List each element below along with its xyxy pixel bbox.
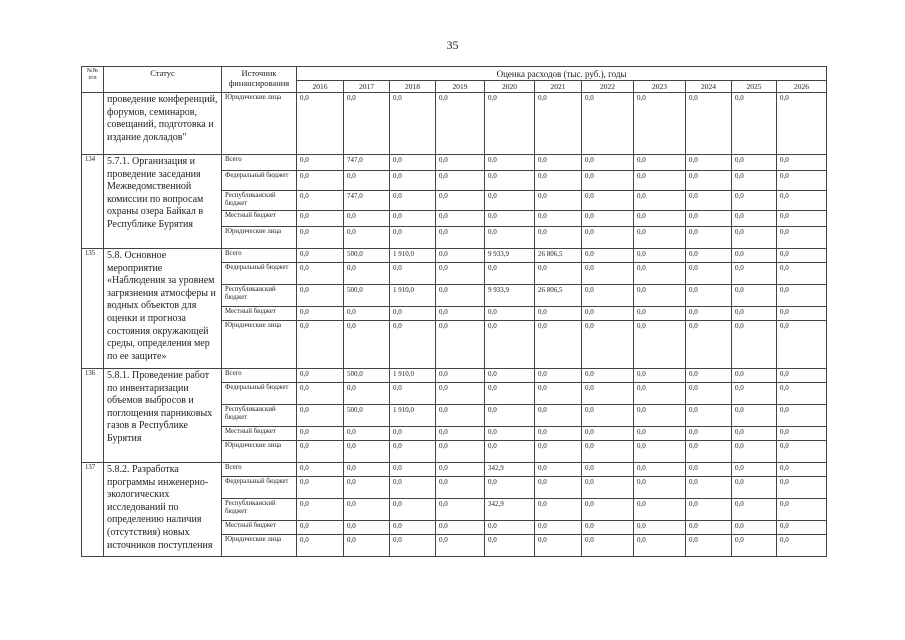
value-cell-2024: 0,0 [686, 477, 732, 499]
value-cell-2023: 0,0 [634, 499, 686, 521]
value-cell-2020: 0,0 [485, 227, 535, 249]
value-cell-2017: 0,0 [344, 211, 390, 227]
value-cell-2016: 0,0 [297, 321, 344, 369]
value-cell-2020: 0,0 [485, 535, 535, 557]
value-cell-2022: 0,0 [582, 499, 634, 521]
value-cell-2022: 0,0 [582, 191, 634, 211]
table-body [82, 93, 827, 557]
value-cell-2022: 0,0 [582, 463, 634, 477]
value-cell-2018: 0,0 [390, 499, 436, 521]
value-cell-2026: 0,0 [777, 383, 827, 405]
value-cell-2017: 500,0 [344, 285, 390, 307]
value-cell-2021: 0,0 [535, 521, 582, 535]
value-cell-2023: 0,0 [634, 405, 686, 427]
value-cell-2017: 500,0 [344, 405, 390, 427]
value-cell-2016: 0,0 [297, 499, 344, 521]
value-cell-2025: 0,0 [732, 463, 777, 477]
value-cell-2016: 0,0 [297, 307, 344, 321]
value-cell-2025: 0,0 [732, 285, 777, 307]
value-cell-2018: 0,0 [390, 477, 436, 499]
funding-source: Местный бюджет [222, 521, 297, 535]
header-year-2019: 2019 [436, 81, 485, 93]
value-cell-2016: 0,0 [297, 521, 344, 535]
value-cell-2021: 0,0 [535, 263, 582, 285]
header-status: Статус [104, 67, 222, 93]
header-estimate: Оценка расходов (тыс. руб.), годы [297, 67, 827, 81]
funding-source: Всего [222, 369, 297, 383]
value-cell-2019: 0,0 [436, 155, 485, 171]
page-number: 35 [446, 38, 459, 52]
value-cell-2024: 0,0 [686, 307, 732, 321]
value-cell-2023: 0,0 [634, 535, 686, 557]
value-cell-2025: 0,0 [732, 211, 777, 227]
value-cell-2026: 0,0 [777, 463, 827, 477]
value-cell-2017: 0,0 [344, 477, 390, 499]
row-number: 136 [82, 369, 104, 463]
value-cell-2024: 0,0 [686, 405, 732, 427]
funding-source: Юридические лица [222, 535, 297, 557]
value-cell-2026: 0,0 [777, 211, 827, 227]
funding-source: Всего [222, 463, 297, 477]
value-cell-2020: 0,0 [485, 191, 535, 211]
funding-source: Федеральный бюджет [222, 477, 297, 499]
value-cell-2021: 26 806,5 [535, 285, 582, 307]
value-cell-2020: 0,0 [485, 211, 535, 227]
value-cell-2020: 0,0 [485, 477, 535, 499]
value-cell-2021: 0,0 [535, 155, 582, 171]
row-status: 5.7.1. Организация и проведение заседания Межведомственной комиссии по вопросам охраны озера Байкал в Республике Бурятия [104, 155, 222, 249]
value-cell-2023: 0,0 [634, 427, 686, 441]
header-year-2025: 2025 [732, 81, 777, 93]
value-cell-2019: 0,0 [436, 463, 485, 477]
row-status: 5.8. Основное мероприятие «Наблюдения за уровнем загрязнения атмосферы и водных объектов для оценки и прогноза состояния окружающей среды, определения мер по ее защите» [104, 249, 222, 369]
value-cell-2026: 0,0 [777, 535, 827, 557]
value-cell-2019: 0,0 [436, 227, 485, 249]
value-cell-2019: 0,0 [436, 535, 485, 557]
value-cell-2018: 0,0 [390, 191, 436, 211]
value-cell-2023: 0,0 [634, 93, 686, 155]
value-cell-2018: 0,0 [390, 263, 436, 285]
value-cell-2025: 0,0 [732, 369, 777, 383]
value-cell-2021: 0,0 [535, 171, 582, 191]
value-cell-2016: 0,0 [297, 427, 344, 441]
value-cell-2023: 0,0 [634, 263, 686, 285]
funding-source: Юридические лица [222, 93, 297, 155]
value-cell-2024: 0,0 [686, 249, 732, 263]
value-cell-2022: 0,0 [582, 307, 634, 321]
value-cell-2018: 0,0 [390, 321, 436, 369]
value-cell-2017: 0,0 [344, 427, 390, 441]
value-cell-2022: 0,0 [582, 285, 634, 307]
value-cell-2021: 0,0 [535, 427, 582, 441]
header-year-2018: 2018 [390, 81, 436, 93]
value-cell-2023: 0,0 [634, 307, 686, 321]
value-cell-2019: 0,0 [436, 521, 485, 535]
header-number: №№ п/п [82, 67, 104, 93]
value-cell-2022: 0,0 [582, 93, 634, 155]
header-source: Источник финансирования [222, 67, 297, 93]
value-cell-2020: 0,0 [485, 369, 535, 383]
value-cell-2017: 0,0 [344, 383, 390, 405]
value-cell-2025: 0,0 [732, 263, 777, 285]
value-cell-2016: 0,0 [297, 383, 344, 405]
row-status: 5.8.2. Разработка программы инженерно-экологических исследований по определению наличия (отсутствия) новых источников поступления [104, 463, 222, 557]
value-cell-2025: 0,0 [732, 321, 777, 369]
value-cell-2026: 0,0 [777, 249, 827, 263]
value-cell-2019: 0,0 [436, 369, 485, 383]
value-cell-2016: 0,0 [297, 535, 344, 557]
row-status: проведение конференций, форумов, семинаров, совещаний, подготовка и издание докладов" [104, 93, 222, 155]
value-cell-2017: 0,0 [344, 535, 390, 557]
value-cell-2026: 0,0 [777, 263, 827, 285]
header-year-2021: 2021 [535, 81, 582, 93]
value-cell-2017: 0,0 [344, 441, 390, 463]
value-cell-2022: 0,0 [582, 383, 634, 405]
value-cell-2017: 0,0 [344, 171, 390, 191]
funding-source: Республиканский бюджет [222, 285, 297, 307]
funding-source: Всего [222, 249, 297, 263]
value-cell-2020: 0,0 [485, 93, 535, 155]
value-cell-2017: 0,0 [344, 93, 390, 155]
value-cell-2019: 0,0 [436, 191, 485, 211]
value-cell-2018: 1 910,0 [390, 285, 436, 307]
value-cell-2021: 0,0 [535, 227, 582, 249]
header-year-2016: 2016 [297, 81, 344, 93]
budget-table [81, 66, 827, 557]
value-cell-2024: 0,0 [686, 521, 732, 535]
value-cell-2024: 0,0 [686, 427, 732, 441]
value-cell-2018: 0,0 [390, 441, 436, 463]
row-number: 134 [82, 155, 104, 249]
value-cell-2023: 0,0 [634, 369, 686, 383]
value-cell-2019: 0,0 [436, 249, 485, 263]
value-cell-2021: 0,0 [535, 191, 582, 211]
value-cell-2021: 0,0 [535, 93, 582, 155]
value-cell-2022: 0,0 [582, 155, 634, 171]
value-cell-2026: 0,0 [777, 427, 827, 441]
value-cell-2026: 0,0 [777, 285, 827, 307]
value-cell-2024: 0,0 [686, 441, 732, 463]
value-cell-2026: 0,0 [777, 441, 827, 463]
value-cell-2016: 0,0 [297, 171, 344, 191]
value-cell-2026: 0,0 [777, 521, 827, 535]
value-cell-2016: 0,0 [297, 405, 344, 427]
table-row [82, 155, 827, 171]
value-cell-2020: 0,0 [485, 441, 535, 463]
value-cell-2025: 0,0 [732, 477, 777, 499]
value-cell-2024: 0,0 [686, 463, 732, 477]
value-cell-2017: 0,0 [344, 307, 390, 321]
header-year-2024: 2024 [686, 81, 732, 93]
value-cell-2018: 0,0 [390, 171, 436, 191]
value-cell-2022: 0,0 [582, 369, 634, 383]
value-cell-2023: 0,0 [634, 321, 686, 369]
header-year-2026: 2026 [777, 81, 827, 93]
header-year-2023: 2023 [634, 81, 686, 93]
value-cell-2023: 0,0 [634, 171, 686, 191]
value-cell-2022: 0,0 [582, 535, 634, 557]
value-cell-2025: 0,0 [732, 441, 777, 463]
value-cell-2022: 0,0 [582, 211, 634, 227]
value-cell-2018: 0,0 [390, 211, 436, 227]
value-cell-2023: 0,0 [634, 155, 686, 171]
value-cell-2022: 0,0 [582, 477, 634, 499]
value-cell-2022: 0,0 [582, 171, 634, 191]
value-cell-2020: 0,0 [485, 263, 535, 285]
funding-source: Местный бюджет [222, 427, 297, 441]
value-cell-2026: 0,0 [777, 321, 827, 369]
value-cell-2026: 0,0 [777, 499, 827, 521]
value-cell-2019: 0,0 [436, 307, 485, 321]
value-cell-2022: 0,0 [582, 321, 634, 369]
value-cell-2024: 0,0 [686, 171, 732, 191]
table-row [82, 93, 827, 155]
value-cell-2020: 0,0 [485, 171, 535, 191]
row-number [82, 93, 104, 155]
value-cell-2018: 1 910,0 [390, 405, 436, 427]
value-cell-2025: 0,0 [732, 383, 777, 405]
value-cell-2025: 0,0 [732, 499, 777, 521]
value-cell-2022: 0,0 [582, 441, 634, 463]
row-number: 135 [82, 249, 104, 369]
value-cell-2020: 0,0 [485, 427, 535, 441]
funding-source: Всего [222, 155, 297, 171]
value-cell-2021: 0,0 [535, 369, 582, 383]
funding-source: Федеральный бюджет [222, 263, 297, 285]
value-cell-2025: 0,0 [732, 521, 777, 535]
value-cell-2021: 0,0 [535, 383, 582, 405]
value-cell-2017: 0,0 [344, 521, 390, 535]
value-cell-2024: 0,0 [686, 535, 732, 557]
value-cell-2026: 0,0 [777, 171, 827, 191]
value-cell-2017: 0,0 [344, 321, 390, 369]
value-cell-2020: 9 933,9 [485, 285, 535, 307]
value-cell-2017: 747,0 [344, 155, 390, 171]
value-cell-2016: 0,0 [297, 285, 344, 307]
value-cell-2020: 0,0 [485, 307, 535, 321]
value-cell-2021: 26 806,5 [535, 249, 582, 263]
value-cell-2017: 0,0 [344, 263, 390, 285]
row-number: 137 [82, 463, 104, 557]
value-cell-2021: 0,0 [535, 307, 582, 321]
value-cell-2024: 0,0 [686, 285, 732, 307]
value-cell-2025: 0,0 [732, 249, 777, 263]
value-cell-2016: 0,0 [297, 191, 344, 211]
header-year-2020: 2020 [485, 81, 535, 93]
value-cell-2019: 0,0 [436, 405, 485, 427]
funding-source: Юридические лица [222, 441, 297, 463]
value-cell-2021: 0,0 [535, 321, 582, 369]
value-cell-2023: 0,0 [634, 285, 686, 307]
value-cell-2025: 0,0 [732, 227, 777, 249]
value-cell-2024: 0,0 [686, 191, 732, 211]
value-cell-2018: 0,0 [390, 521, 436, 535]
value-cell-2022: 0,0 [582, 405, 634, 427]
value-cell-2026: 0,0 [777, 93, 827, 155]
value-cell-2026: 0,0 [777, 477, 827, 499]
value-cell-2025: 0,0 [732, 427, 777, 441]
value-cell-2016: 0,0 [297, 227, 344, 249]
value-cell-2016: 0,0 [297, 155, 344, 171]
value-cell-2026: 0,0 [777, 369, 827, 383]
funding-source: Местный бюджет [222, 211, 297, 227]
value-cell-2021: 0,0 [535, 441, 582, 463]
header-year-2022: 2022 [582, 81, 634, 93]
value-cell-2024: 0,0 [686, 211, 732, 227]
value-cell-2023: 0,0 [634, 383, 686, 405]
value-cell-2018: 0,0 [390, 155, 436, 171]
value-cell-2021: 0,0 [535, 535, 582, 557]
value-cell-2023: 0,0 [634, 227, 686, 249]
value-cell-2020: 0,0 [485, 383, 535, 405]
funding-source: Республиканский бюджет [222, 405, 297, 427]
value-cell-2025: 0,0 [732, 307, 777, 321]
value-cell-2021: 0,0 [535, 499, 582, 521]
value-cell-2020: 9 933,9 [485, 249, 535, 263]
value-cell-2022: 0,0 [582, 249, 634, 263]
value-cell-2026: 0,0 [777, 227, 827, 249]
value-cell-2018: 0,0 [390, 307, 436, 321]
value-cell-2018: 0,0 [390, 227, 436, 249]
table-header [82, 67, 827, 93]
value-cell-2017: 0,0 [344, 227, 390, 249]
funding-source: Республиканский бюджет [222, 191, 297, 211]
value-cell-2020: 0,0 [485, 321, 535, 369]
value-cell-2023: 0,0 [634, 211, 686, 227]
value-cell-2021: 0,0 [535, 405, 582, 427]
value-cell-2023: 0,0 [634, 441, 686, 463]
row-status: 5.8.1. Проведение работ по инвентаризации объемов выбросов и поглощения парниковых газов в Республике Бурятия [104, 369, 222, 463]
funding-source: Федеральный бюджет [222, 171, 297, 191]
value-cell-2016: 0,0 [297, 463, 344, 477]
value-cell-2026: 0,0 [777, 191, 827, 211]
value-cell-2016: 0,0 [297, 477, 344, 499]
value-cell-2019: 0,0 [436, 441, 485, 463]
value-cell-2025: 0,0 [732, 405, 777, 427]
value-cell-2016: 0,0 [297, 263, 344, 285]
value-cell-2019: 0,0 [436, 321, 485, 369]
value-cell-2020: 0,0 [485, 155, 535, 171]
value-cell-2017: 500,0 [344, 369, 390, 383]
value-cell-2019: 0,0 [436, 263, 485, 285]
value-cell-2018: 0,0 [390, 463, 436, 477]
funding-source: Республиканский бюджет [222, 499, 297, 521]
value-cell-2024: 0,0 [686, 93, 732, 155]
value-cell-2025: 0,0 [732, 171, 777, 191]
value-cell-2017: 747,0 [344, 191, 390, 211]
value-cell-2016: 0,0 [297, 249, 344, 263]
value-cell-2018: 1 910,0 [390, 369, 436, 383]
value-cell-2023: 0,0 [634, 191, 686, 211]
value-cell-2020: 342,9 [485, 463, 535, 477]
value-cell-2025: 0,0 [732, 535, 777, 557]
value-cell-2019: 0,0 [436, 477, 485, 499]
value-cell-2026: 0,0 [777, 405, 827, 427]
header-year-2017: 2017 [344, 81, 390, 93]
value-cell-2024: 0,0 [686, 263, 732, 285]
value-cell-2018: 1 910,0 [390, 249, 436, 263]
value-cell-2024: 0,0 [686, 155, 732, 171]
value-cell-2018: 0,0 [390, 383, 436, 405]
funding-source: Местный бюджет [222, 307, 297, 321]
value-cell-2023: 0,0 [634, 521, 686, 535]
value-cell-2019: 0,0 [436, 499, 485, 521]
value-cell-2022: 0,0 [582, 263, 634, 285]
value-cell-2022: 0,0 [582, 521, 634, 535]
table-row [82, 249, 827, 263]
value-cell-2018: 0,0 [390, 93, 436, 155]
value-cell-2018: 0,0 [390, 427, 436, 441]
value-cell-2023: 0,0 [634, 477, 686, 499]
value-cell-2025: 0,0 [732, 191, 777, 211]
value-cell-2021: 0,0 [535, 463, 582, 477]
value-cell-2017: 500,0 [344, 249, 390, 263]
value-cell-2022: 0,0 [582, 227, 634, 249]
value-cell-2026: 0,0 [777, 307, 827, 321]
value-cell-2022: 0,0 [582, 427, 634, 441]
value-cell-2024: 0,0 [686, 499, 732, 521]
value-cell-2016: 0,0 [297, 93, 344, 155]
value-cell-2021: 0,0 [535, 477, 582, 499]
value-cell-2021: 0,0 [535, 211, 582, 227]
value-cell-2019: 0,0 [436, 383, 485, 405]
value-cell-2016: 0,0 [297, 369, 344, 383]
value-cell-2025: 0,0 [732, 93, 777, 155]
value-cell-2018: 0,0 [390, 535, 436, 557]
value-cell-2023: 0,0 [634, 249, 686, 263]
funding-source: Юридические лица [222, 321, 297, 369]
table-row [82, 369, 827, 383]
value-cell-2016: 0,0 [297, 441, 344, 463]
value-cell-2024: 0,0 [686, 383, 732, 405]
value-cell-2017: 0,0 [344, 463, 390, 477]
value-cell-2024: 0,0 [686, 227, 732, 249]
value-cell-2025: 0,0 [732, 155, 777, 171]
value-cell-2020: 342,9 [485, 499, 535, 521]
value-cell-2019: 0,0 [436, 211, 485, 227]
value-cell-2024: 0,0 [686, 321, 732, 369]
value-cell-2019: 0,0 [436, 93, 485, 155]
value-cell-2017: 0,0 [344, 499, 390, 521]
funding-source: Юридические лица [222, 227, 297, 249]
value-cell-2024: 0,0 [686, 369, 732, 383]
table-row [82, 463, 827, 477]
value-cell-2020: 0,0 [485, 405, 535, 427]
value-cell-2019: 0,0 [436, 171, 485, 191]
value-cell-2020: 0,0 [485, 521, 535, 535]
funding-source: Федеральный бюджет [222, 383, 297, 405]
value-cell-2026: 0,0 [777, 155, 827, 171]
value-cell-2019: 0,0 [436, 285, 485, 307]
value-cell-2016: 0,0 [297, 211, 344, 227]
value-cell-2019: 0,0 [436, 427, 485, 441]
value-cell-2023: 0,0 [634, 463, 686, 477]
